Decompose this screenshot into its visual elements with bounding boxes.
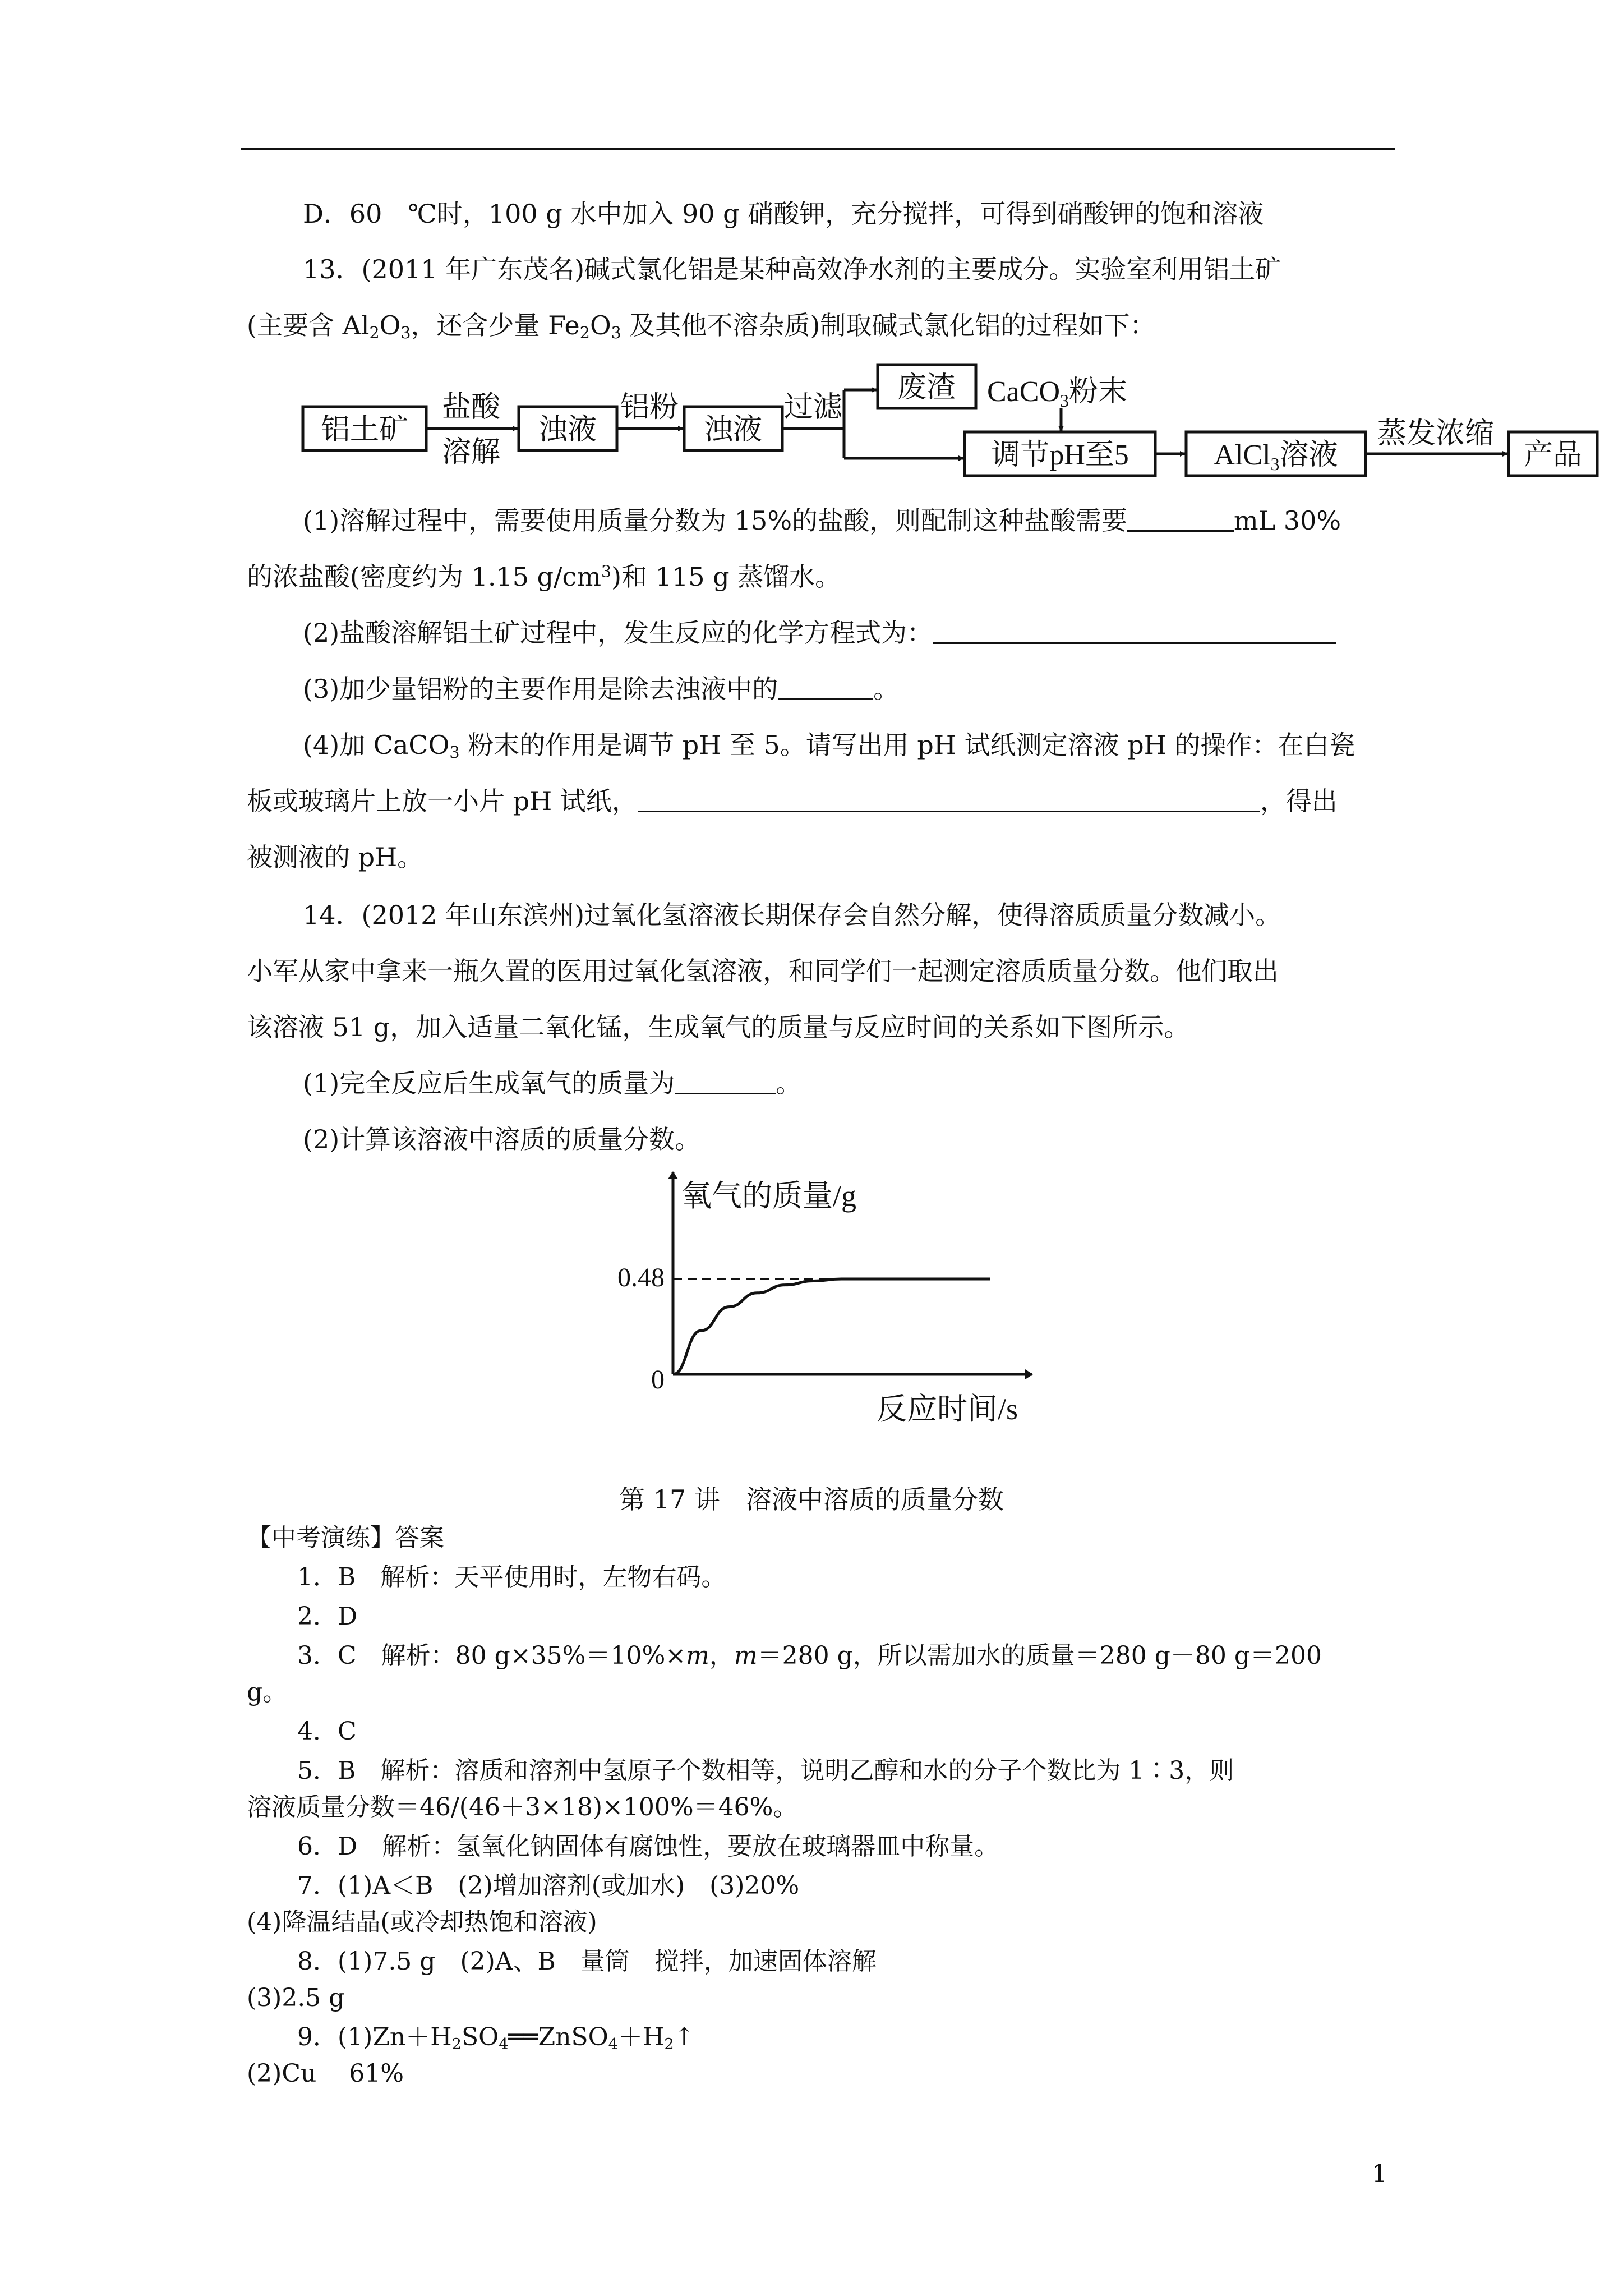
q13-part4-line1: (4)加 CaCO$_3$ 粉末的作用是调节 pH 至 5。请写出用 pH 试纸测定溶液 pH 的操作：在白瓷 [303, 730, 1355, 762]
q14-stem-line2: 小军从家中拿来一瓶久置的医用过氧化氢溶液，和同学们一起测定溶质质量分数。他们取出 [247, 956, 1279, 986]
answer-1: 1．B 解析：天平使用时，左物右码。 [297, 1563, 726, 1591]
arrow1-bottom-label: 溶解 [441, 436, 501, 468]
blank-1[interactable] [1127, 508, 1234, 532]
answers-section-title: 第 17 讲 溶液中溶质的质量分数 [619, 1484, 1004, 1515]
q13-stem-line1: 13．(2011 年广东茂名)碱式氯化铝是某种高效净水剂的主要成分。实验室利用铝土矿 [303, 254, 1281, 284]
answer-3-line2: g。 [247, 1678, 288, 1706]
answer-9-line2: (2)Cu 61% [247, 2059, 404, 2088]
answers-header: 【中考演练】答案 [247, 1524, 444, 1552]
node-slurry-1-label: 浊液 [538, 414, 597, 446]
answer-8-line1: 8．(1)7.5 g (2)A、B 量筒 搅拌，加速固体溶解 [297, 1947, 877, 1976]
answer-8-line2: (3)2.5 g [247, 1984, 345, 2012]
q14-stem-line3: 该溶液 51 g，加入适量二氧化锰，生成氧气的质量与反应时间的关系如下图所示。 [247, 1012, 1190, 1042]
q12-option-d: D．60 ℃时，100 g 水中加入 90 g 硝酸钾，充分搅拌，可得到硝酸钾的饱和溶液 [303, 199, 1264, 229]
caco3-label: CaCO3粉末 [987, 376, 1128, 411]
q14-part2: (2)计算该溶液中溶质的质量分数。 [303, 1124, 701, 1154]
q13-part4-line3: 被测液的 pH。 [247, 842, 423, 872]
answer-2: 2．D [297, 1602, 358, 1631]
y-tick-label: 0.48 [617, 1263, 665, 1292]
arrow3-top-label: 过滤 [783, 392, 843, 424]
node-product-label: 产品 [1523, 439, 1583, 471]
answer-7-line1: 7．(1)A＜B (2)增加溶剂(或加水) (3)20% [297, 1871, 800, 1900]
q14-stem-line1: 14．(2012 年山东滨州)过氧化氢溶液长期保存会自然分解，使得溶质质量分数减小。 [303, 900, 1281, 930]
q13-part3: (3)加少量铝粉的主要作用是除去浊液中的 。 [303, 674, 900, 704]
process-flow-diagram [297, 359, 1604, 499]
answer-4: 4．C [297, 1717, 357, 1746]
page-number: 1 [1372, 2160, 1387, 2188]
q13-part1-line2: 的浓盐酸(密度约为 1.15 $g/cm^3$)和 115 g 蒸馏水。 [247, 562, 841, 592]
answer-9-line1: 9．$(1)Zn+H_2SO_4══ZnSO_4+H_2↑$ [297, 2023, 695, 2053]
q13-part1-line1: (1)溶解过程中，需要使用质量分数为 15%的盐酸，则配制这种盐酸需要 mL 30% [303, 505, 1341, 536]
answer-5-line1: 5．B 解析：溶质和溶剂中氢原子个数相等，说明乙醇和水的分子个数比为 1∶3，则 [297, 1756, 1234, 1785]
answer-3-line1: 3．C 解析：80 g×35%＝10%×m，m＝280 g，所以需加水的质量＝280 g－80 g＝200 [297, 1641, 1322, 1670]
q13-stem-line2: (主要含 $Al_2O_3$，还含少量 $Fe_2O_3$ 及其他不溶杂质)制取碱式氯化铝的过程如下： [247, 310, 1156, 343]
node-slurry-2-label: 浊液 [703, 414, 763, 446]
answer-5-line2: 溶液质量分数＝46/(46＋3×18)×100%＝46%。 [247, 1793, 798, 1821]
answer-7-line2: (4)降温结晶(或冷却热饱和溶液) [247, 1908, 597, 1936]
arrow2-top-label: 铝粉 [620, 392, 679, 424]
blank-4[interactable] [638, 788, 1260, 812]
origin-label: 0 [651, 1365, 665, 1395]
header-rule [241, 148, 1395, 150]
node-alcl3-label: AlCl3溶液 [1214, 439, 1338, 474]
y-axis-label: 氧气的质量/g [681, 1179, 857, 1213]
blank-3[interactable] [778, 676, 873, 700]
oxygen-mass-chart [589, 1167, 1038, 1458]
answer-6: 6．D 解析：氢氧化钠固体有腐蚀性，要放在玻璃器皿中称量。 [297, 1832, 999, 1861]
oxygen-curve [673, 1279, 841, 1374]
q13-part4-line2: 板或玻璃片上放一小片 pH 试纸， ，得出 [247, 786, 1338, 816]
arrow6-top-label: 蒸发浓缩 [1377, 418, 1495, 450]
x-axis-label: 反应时间/s [876, 1392, 1018, 1426]
node-adjust-ph-label: 调节pH至5 [991, 439, 1129, 471]
q13-part2: (2)盐酸溶解铝土矿过程中，发生反应的化学方程式为： [303, 617, 1336, 648]
arrow1-top-label: 盐酸 [441, 392, 501, 424]
node-bauxite-label: 铝土矿 [320, 414, 409, 446]
node-residue-label: 废渣 [897, 372, 956, 404]
q14-part1: (1)完全反应后生成氧气的质量为 。 [303, 1068, 802, 1098]
blank-2[interactable] [933, 620, 1336, 644]
blank-5[interactable] [675, 1070, 776, 1094]
